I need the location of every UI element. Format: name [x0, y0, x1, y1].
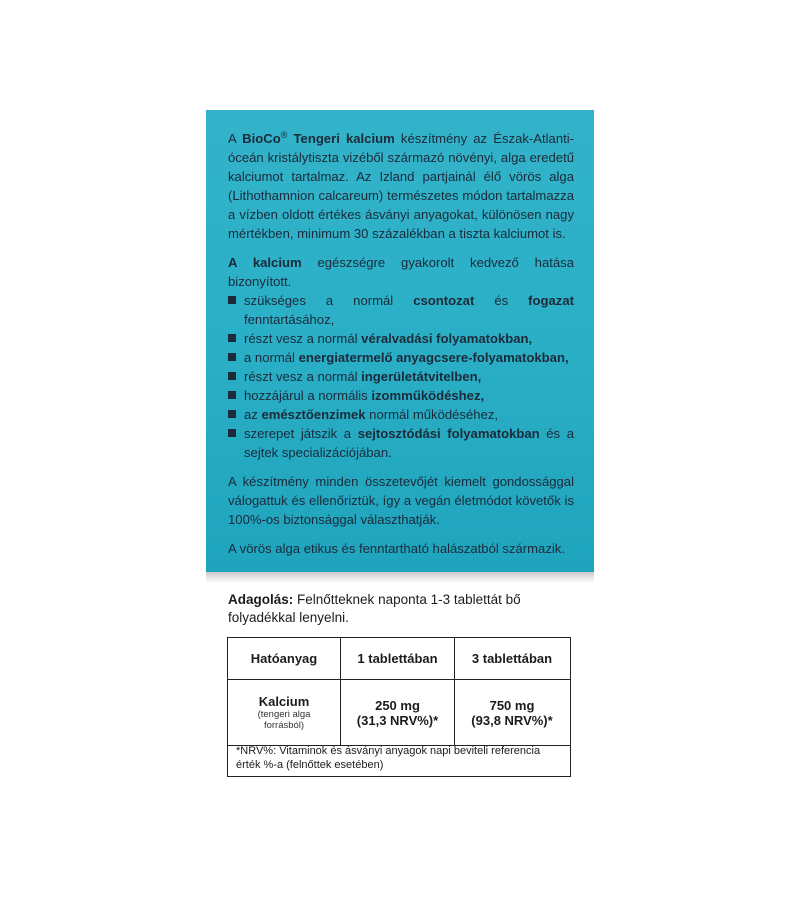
intro-paragraph: A BioCo® Tengeri kalcium készítmény az Észak-Atlanti-óceán kristálytiszta vizéből származó növényi, alga eredetű kalciumot tartalmaz. Az Izland partjainál élő vörös alga (Lithothamnion calcareum) természetes módon tartalmazza a vízben oldott értékes ásványi anyagokat, különösen nagy mértékben, minimum 30 százalékban a tiszta kalciumot is.	[228, 130, 575, 241]
benefit-list	[228, 291, 574, 462]
benefit-item: részt vesz a normál ingerületátvitelben,	[228, 367, 574, 386]
benefit-item: részt vesz a normál véralvadási folyamatokban,	[228, 329, 574, 348]
square-bullet-icon	[228, 410, 236, 418]
dosage-label: Adagolás:	[228, 592, 294, 607]
dose3-amount: 750 mg	[489, 697, 535, 713]
ingredient-source: (tengeri alga forrásból)	[257, 709, 311, 731]
benefit-item: a normál energiatermelő anyagcsere-folyamatokban,	[228, 348, 574, 367]
header-three-tablets: 3 tablettában	[471, 651, 553, 666]
panel-shadow	[206, 572, 594, 582]
nrv-footnote: *NRV%: Vitaminok és ásványi anyagok napi beviteli referencia érték %-a (felnőttek esetében)	[236, 745, 541, 771]
dose3-nrv: (93,8 NRV%)*	[471, 712, 553, 728]
dose1-amount: 250 mg	[375, 697, 420, 713]
benefit-item: az emésztőenzimek normál működéséhez,	[228, 405, 574, 424]
dosage-text: Adagolás: Felnőtteknek naponta 1-3 tablettát bő folyadékkal lenyelni.	[228, 592, 521, 625]
brand-name: BioCo	[242, 131, 281, 146]
benefit-item: hozzájárul a normális izomműködéshez,	[228, 386, 574, 405]
origin-paragraph: A vörös alga etikus és fenntartható halászatból származik.	[228, 541, 565, 556]
square-bullet-icon	[228, 334, 236, 342]
product-name: Tengeri kalcium	[287, 131, 395, 146]
square-bullet-icon	[228, 353, 236, 361]
header-active-ingredient: Hatóanyag	[228, 638, 341, 679]
three-tablets-cell	[455, 680, 569, 745]
square-bullet-icon	[228, 372, 236, 380]
header-one-tablet: 1 tablettában	[341, 638, 455, 679]
dose1-nrv: (31,3 NRV%)*	[356, 712, 439, 728]
table-row	[228, 680, 570, 746]
square-bullet-icon	[228, 296, 236, 304]
registered-mark: ®	[280, 130, 288, 140]
square-bullet-icon	[228, 429, 236, 437]
selection-paragraph: A készítmény minden összetevőjét kiemelt gondossággal válogattuk és ellenőriztük, így a vegán életmódot követők is 100%-os biztonsággal választhatják.	[228, 474, 574, 527]
table-header-row	[228, 638, 570, 680]
benefit-item: szükséges a normál csontozat és fogazat fenntartásához,	[228, 291, 574, 329]
square-bullet-icon	[228, 391, 236, 399]
benefit-item: szerepet játszik a sejtosztódási folyamatokban és a sejtek specializációjában.	[228, 424, 574, 462]
one-tablet-cell	[341, 680, 455, 745]
ingredient-cell	[228, 680, 341, 745]
ingredient-name: Kalcium	[258, 694, 310, 709]
product-info-panel	[206, 110, 594, 572]
nutrition-table	[227, 637, 571, 777]
health-claim-heading: A kalcium egészségre gyakorolt kedvező hatása bizonyított.	[228, 255, 574, 289]
